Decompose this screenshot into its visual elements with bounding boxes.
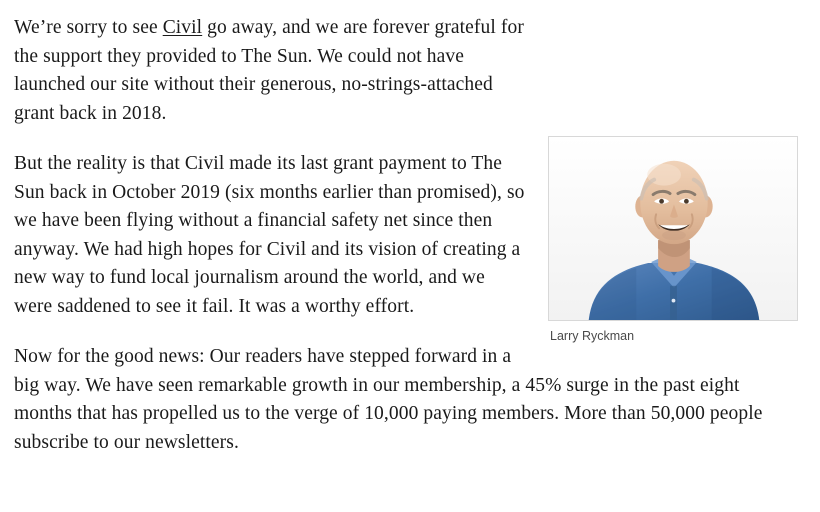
paragraph-2: But the reality is that Civil made its last grant payment to The Sun back in October 2019 (six months earlier than promised), so we have been flying without a financial safety net since then anyway. We had high hopes for Civil and its vision of creating a new way to fund local journalism around the world, and we were saddened to see it fail. It was a worthy effort.: [14, 153, 525, 317]
portrait-illustration: [549, 137, 797, 321]
paragraph-1-text-a: We’re sorry to see: [14, 17, 163, 38]
portrait-photo: [548, 136, 798, 321]
paragraph-3: Now for the good news: Our readers have stepped forward in a big way. We have seen remarkable growth in our membership, a 45% surge in the past eight months that has propelled us to the verge of 10,000 paying members. More than 50,000 people subscribe to our newsletters.: [14, 346, 763, 453]
civil-link[interactable]: Civil: [162, 17, 203, 38]
article-figure: [548, 14, 798, 343]
figure-top-spacer: [548, 14, 798, 136]
paragraph-1-text-b: go away, and we are forever grateful for the support they provided to The Sun. We could not have launched our site without their generous, no-strings-attached grant back in 2018.: [14, 17, 524, 124]
photo-caption: Larry Ryckman: [550, 329, 635, 343]
